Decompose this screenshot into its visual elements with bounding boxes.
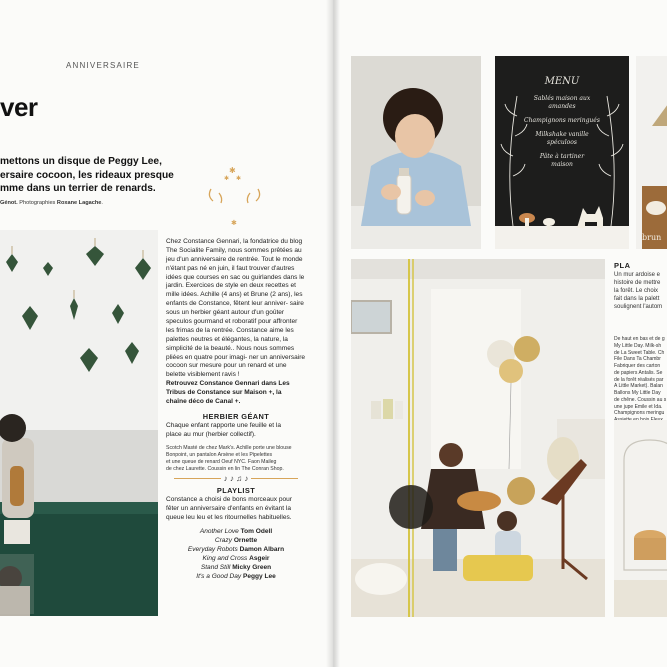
svg-text:✱: ✱ bbox=[224, 175, 230, 182]
body-line: Exercices de style en deux recettes et mille bbox=[166, 282, 296, 299]
chalk-line: amandes bbox=[548, 103, 576, 110]
side-text-line: histoire de mettre bbox=[614, 279, 661, 286]
side-small-line: de chêne. Coussin au s bbox=[614, 396, 667, 403]
body-line: ner un anniversaire cocoon sur mesure pour bbox=[166, 353, 306, 370]
side-small-line: Champignons meringu bbox=[614, 410, 665, 417]
side-text-line: soulignent l'autom bbox=[614, 303, 663, 310]
side-small-line: File Dans Ta Chambr bbox=[614, 356, 661, 363]
herbier-line: Chaque enfant rapporte une feuille et la bbox=[166, 421, 282, 429]
side-text-line: Un mur ardoise e bbox=[614, 272, 661, 278]
svg-text:✱: ✱ bbox=[236, 175, 242, 182]
playlist-tracks bbox=[166, 527, 306, 582]
side-small-line: une jupe Emile et Ida. bbox=[614, 403, 663, 410]
small-print-line: et une queue de renard Oeuf NYC. Faon Maileg bbox=[166, 458, 277, 465]
side-small-line: A Little Market). Balan bbox=[614, 383, 663, 390]
svg-text:✱: ✱ bbox=[231, 219, 237, 227]
herbier-title: HERBIER GÉANT bbox=[202, 411, 270, 421]
svg-text:✱: ✱ bbox=[229, 166, 236, 175]
photo-brune-box bbox=[636, 56, 667, 249]
body-line: sommes prêtées au jeu d'un anniversaire bbox=[166, 246, 302, 263]
body-line: nous sommes pliées en quatre pour imagi- bbox=[166, 344, 295, 361]
section-rubric: ANNIVERSAIRE bbox=[66, 61, 140, 70]
photo-boy-with-leaf-wall bbox=[0, 230, 158, 616]
chalk-line: MENU bbox=[544, 76, 580, 87]
right-page bbox=[333, 0, 667, 667]
side-text bbox=[614, 272, 667, 312]
playlist-intro-line: Constance a choisi de bons morceaux pour bbox=[166, 495, 292, 503]
track: Crazy Ornette bbox=[214, 536, 258, 544]
deck-line: mettons un disque de Peggy Lee, bbox=[0, 156, 162, 167]
body-line: goûter speculos gourmand et roboratif pour bbox=[166, 309, 285, 326]
photo-chalkboard-menu bbox=[495, 56, 629, 249]
side-small-line: de papiers Antalis. Se bbox=[614, 369, 663, 376]
body-line: de rentrée. Tout le monde n'étant pas né bbox=[166, 255, 303, 272]
body-line: nature, la simplicité de la beauté.. Nous bbox=[166, 335, 288, 352]
credit-end: . bbox=[101, 200, 103, 206]
photo-party-room bbox=[351, 259, 605, 617]
credit-name-fragment: Génot. bbox=[0, 200, 18, 206]
body-line: aime les palettes neutres et élégantes, la bbox=[166, 326, 294, 343]
article-intro bbox=[166, 238, 306, 380]
chalk-line: Sablés maison aux bbox=[533, 95, 591, 102]
playlist-title: PLAYLIST bbox=[216, 485, 256, 495]
small-print-line: Scotch Masté de chez Mark's. Achille porte une blouse bbox=[166, 444, 292, 451]
chalk-line: Pâte à tartiner bbox=[539, 153, 585, 160]
chalk-line: Champignons meringués bbox=[524, 117, 600, 124]
body-line: du blog The Socialite Family, nous bbox=[166, 238, 303, 254]
small-print-line: de chez Laurette. Coussin en lin The Conran Shop. bbox=[166, 465, 284, 472]
deck-line: ersaire cocoon, les rideaux presque bbox=[0, 169, 174, 181]
credit-label: Photographies bbox=[19, 200, 56, 206]
herbier-line: place au mur (herbier collectif). bbox=[166, 430, 256, 438]
track: King and Cross Asgeir bbox=[202, 555, 270, 563]
track: It's a Good Day Peggy Lee bbox=[196, 573, 276, 581]
body-line: Chez Constance Gennari, la fondatrice bbox=[166, 238, 279, 245]
left-page bbox=[0, 0, 333, 667]
playlist-intro-line: fêter un anniversaire d'enfants en évitant la bbox=[166, 504, 291, 512]
side-text-line: fait dans la palett bbox=[614, 295, 660, 302]
side-small-line: Ballons My Little Day bbox=[614, 390, 661, 396]
photo-credits bbox=[0, 200, 103, 206]
side-small-line: Fabriquer des carton bbox=[614, 363, 661, 369]
track: Another Love Tom Odell bbox=[199, 527, 273, 535]
promo-line: Retrouvez Constance Gennari dans Les bbox=[166, 380, 290, 388]
small-print-line: Bonpoint, un pantalon Arsène et les Pipelettes bbox=[166, 451, 273, 458]
side-small-line: de la forêt réalisés par bbox=[614, 376, 664, 383]
body-line: saire sous un herbier géant autour d'un bbox=[166, 300, 304, 317]
credit-photographer: Roxane Lagache bbox=[56, 200, 102, 206]
headline: ver bbox=[0, 92, 38, 122]
music-notes-icon: ♪ ♪ ♫ ♪ bbox=[166, 474, 306, 484]
side-heading: PLA bbox=[614, 261, 631, 270]
photo-boy-with-milk-bottle bbox=[351, 56, 481, 249]
body-line: en juin, il faut trouver d'autres idées que bbox=[166, 264, 295, 281]
promo-line: chaîne déco de Canal +. bbox=[166, 398, 241, 406]
side-text-line: la forêt. Le choix bbox=[614, 287, 659, 294]
side-small-line: de La Sweet Table. Ch bbox=[614, 349, 665, 356]
body-line: idées. Achille (4 ans) et Brune (2 ans), les bbox=[181, 291, 303, 299]
article-body bbox=[166, 238, 306, 582]
chalk-line: spéculoos bbox=[547, 139, 577, 146]
body-line: courses en sac ou guirlandes dans le jardin. bbox=[166, 273, 305, 290]
track: Everyday Robots Damon Albarn bbox=[187, 545, 285, 553]
track: Stand Still Micky Green bbox=[200, 564, 272, 572]
body-line: un renard et une belette visiblement ravis ! bbox=[166, 362, 287, 379]
chalk-line: maison bbox=[551, 161, 573, 168]
deck-line: mme dans un terrier de renards. bbox=[0, 183, 156, 195]
side-small-print bbox=[614, 336, 667, 424]
playlist-intro-line: queue leu leu et les ritournelles habituelles. bbox=[166, 513, 292, 521]
side-small-line: My Little Day. Milk-sh bbox=[614, 342, 662, 349]
photo-cake-under-glass bbox=[614, 420, 667, 617]
side-small-line: De haut en bas et de g bbox=[614, 336, 665, 342]
chalk-line: Milkshake vanille bbox=[535, 131, 589, 138]
small-print bbox=[166, 445, 306, 473]
star-and-moons-ornament bbox=[205, 165, 265, 227]
box-label: brun bbox=[642, 233, 662, 242]
promo-line: Tribus de Constance sur Maison +, la bbox=[166, 389, 282, 397]
body-line: enfants de Constance, fêtent leur anniver- bbox=[166, 300, 288, 308]
body-line: affronter les frimas de la rentrée. Constance bbox=[166, 318, 298, 334]
deck bbox=[0, 155, 174, 196]
